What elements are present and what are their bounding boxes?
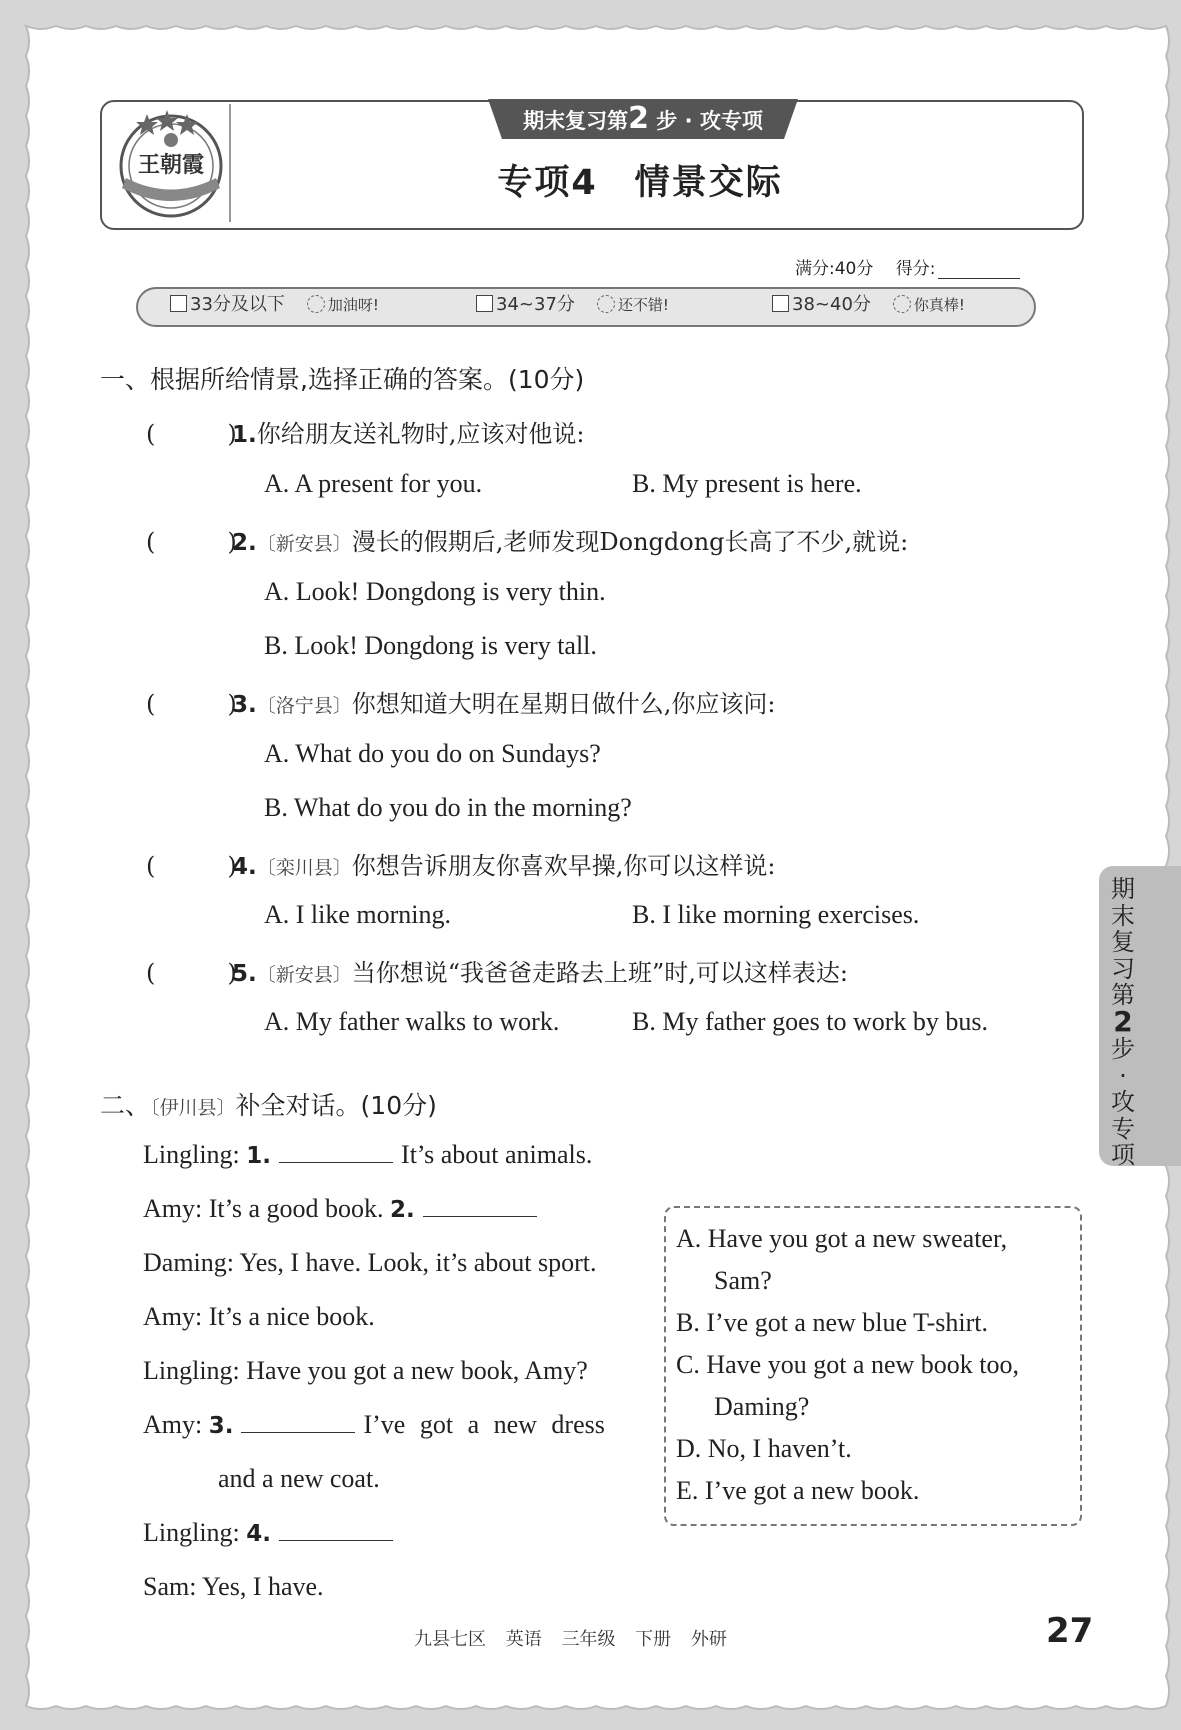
answer-parens[interactable]: ( ) — [146, 852, 237, 880]
answer-parens[interactable]: ( ) — [146, 690, 237, 718]
score-line — [795, 254, 1020, 279]
option-a: A. Look! Dongdong is very thin. — [264, 577, 606, 606]
side-tab-post: 步·攻专项 — [1111, 1035, 1135, 1169]
option-a-line2: Sam? — [714, 1266, 772, 1295]
dialogue-text: It’s about animals. — [401, 1140, 593, 1169]
rating-checkbox[interactable] — [476, 295, 493, 312]
option-e: E. I’ve got a new book. — [676, 1476, 920, 1505]
footer-text: 九县七区 英语 三年级 下册 外研 — [414, 1629, 727, 1650]
question-number: 4. — [232, 854, 257, 880]
rating-checkbox[interactable] — [170, 295, 187, 312]
face-icon — [893, 295, 911, 313]
answer-blank[interactable] — [241, 1412, 355, 1433]
county-tag: 〔新安县〕 — [256, 964, 352, 986]
banner-prefix: 期末复习第 — [523, 109, 629, 133]
question-3 — [232, 684, 775, 719]
face-icon — [597, 295, 615, 313]
option-b: B. My father goes to work by bus. — [632, 1007, 989, 1036]
rating-segment — [170, 292, 379, 318]
rating-range: 33分及以下 — [190, 294, 285, 315]
side-tab-text — [1108, 876, 1138, 1169]
dialogue-line-6 — [143, 1410, 605, 1440]
score-blank[interactable] — [938, 262, 1020, 279]
banner-step: 2 — [628, 101, 649, 136]
county-tag: 〔洛宁县〕 — [256, 695, 352, 717]
question-text: 漫长的假期后,老师发现Dongdong长高了不少,就说: — [351, 528, 909, 556]
answer-blank[interactable] — [423, 1196, 537, 1217]
rating-checkbox[interactable] — [772, 295, 789, 312]
question-1 — [232, 414, 584, 449]
page-number: 27 — [1046, 1611, 1094, 1651]
option-b: B. I like morning exercises. — [632, 900, 920, 929]
speaker: Amy: — [143, 1410, 203, 1439]
question-text: 你想知道大明在星期日做什么,你应该问: — [351, 690, 776, 718]
side-tab-pre: 期末复习第 — [1111, 875, 1135, 1009]
dialogue-line-8 — [143, 1518, 401, 1548]
question-number: 5. — [232, 961, 257, 987]
dialogue-line-3: Daming: Yes, I have. Look, it’s about sport. — [143, 1248, 597, 1277]
option-a: A. A present for you. — [264, 469, 483, 498]
got-score-label: 得分: — [895, 259, 936, 279]
question-2 — [232, 522, 908, 557]
section2-title: 补全对话。(10分) — [235, 1091, 437, 1120]
rating-segment — [476, 292, 669, 318]
dialogue-line-4: Amy: It’s a nice book. — [143, 1302, 375, 1331]
answer-parens[interactable]: ( ) — [146, 420, 237, 448]
step-banner-text — [488, 100, 798, 138]
blank-number: 4. — [246, 1521, 272, 1547]
question-4 — [232, 846, 775, 881]
question-text: 你给朋友送礼物时,应该对他说: — [256, 420, 585, 448]
blank-number: 3. — [208, 1413, 234, 1439]
question-text: 当你想说“我爸爸走路去上班”时,可以这样表达: — [351, 959, 849, 987]
option-a: A. What do you do on Sundays? — [264, 739, 601, 768]
answer-parens[interactable]: ( ) — [146, 959, 237, 987]
option-d: D. No, I haven’t. — [676, 1434, 852, 1463]
rating-range: 34~37分 — [496, 294, 575, 315]
speaker: Lingling: — [143, 1518, 240, 1547]
dialogue-text: I’ve got a new dress — [363, 1410, 605, 1439]
dialogue-text: Amy: It’s a good book. — [143, 1194, 384, 1223]
question-text: 你想告诉朋友你喜欢早操,你可以这样说: — [351, 852, 776, 880]
question-number: 2. — [232, 530, 257, 556]
blank-number: 1. — [246, 1143, 272, 1169]
section2-heading — [100, 1086, 437, 1122]
section1-heading: 一、根据所给情景,选择正确的答案。(10分) — [100, 365, 585, 394]
rating-segment — [772, 292, 965, 318]
blank-number: 2. — [390, 1197, 415, 1223]
speaker: Lingling: — [143, 1140, 240, 1169]
page-title: 专项4 情景交际 — [497, 163, 783, 203]
answer-blank[interactable] — [279, 1520, 393, 1541]
option-c-line1: C. Have you got a new book too, — [676, 1350, 1020, 1379]
dialogue-line-9: Sam: Yes, I have. — [143, 1572, 324, 1601]
question-number: 1. — [232, 422, 257, 448]
option-b: B. My present is here. — [632, 469, 862, 498]
banner-suffix: 步 · 攻专项 — [656, 109, 763, 133]
logo-divider — [229, 104, 231, 222]
rating-comment: 还不错! — [617, 296, 669, 314]
rating-comment: 加油呀! — [327, 296, 379, 314]
question-5 — [232, 953, 848, 988]
answer-parens[interactable]: ( ) — [146, 528, 237, 556]
option-c-line2: Daming? — [714, 1392, 810, 1421]
rating-comment: 你真棒! — [913, 296, 965, 314]
option-b: B. What do you do in the morning? — [264, 793, 632, 822]
side-tab-step: 2 — [1113, 1004, 1133, 1038]
logo-text: 王朝霞 — [137, 152, 205, 178]
county-tag: 〔新安县〕 — [256, 533, 352, 555]
dialogue-line-2 — [143, 1194, 545, 1224]
dialogue-line-7: and a new coat. — [218, 1464, 380, 1493]
answer-blank[interactable] — [279, 1142, 393, 1163]
county-tag: 〔伊川县〕 — [150, 1097, 236, 1119]
option-b: B. Look! Dongdong is very tall. — [264, 631, 597, 660]
question-number: 3. — [232, 692, 257, 718]
option-a: A. My father walks to work. — [264, 1007, 560, 1036]
option-a: A. I like morning. — [264, 900, 452, 929]
rating-range: 38~40分 — [792, 294, 871, 315]
full-score-label: 满分:40分 — [795, 259, 874, 279]
option-b: B. I’ve got a new blue T-shirt. — [676, 1308, 988, 1337]
logo-seal-icon — [112, 106, 230, 220]
face-icon — [307, 295, 325, 313]
dialogue-line-5: Lingling: Have you got a new book, Amy? — [143, 1356, 588, 1385]
option-a-line1: A. Have you got a new sweater, — [676, 1224, 1008, 1253]
section2-prefix: 二、 — [100, 1091, 151, 1120]
county-tag: 〔栾川县〕 — [256, 857, 352, 879]
dialogue-line-1 — [143, 1140, 592, 1170]
